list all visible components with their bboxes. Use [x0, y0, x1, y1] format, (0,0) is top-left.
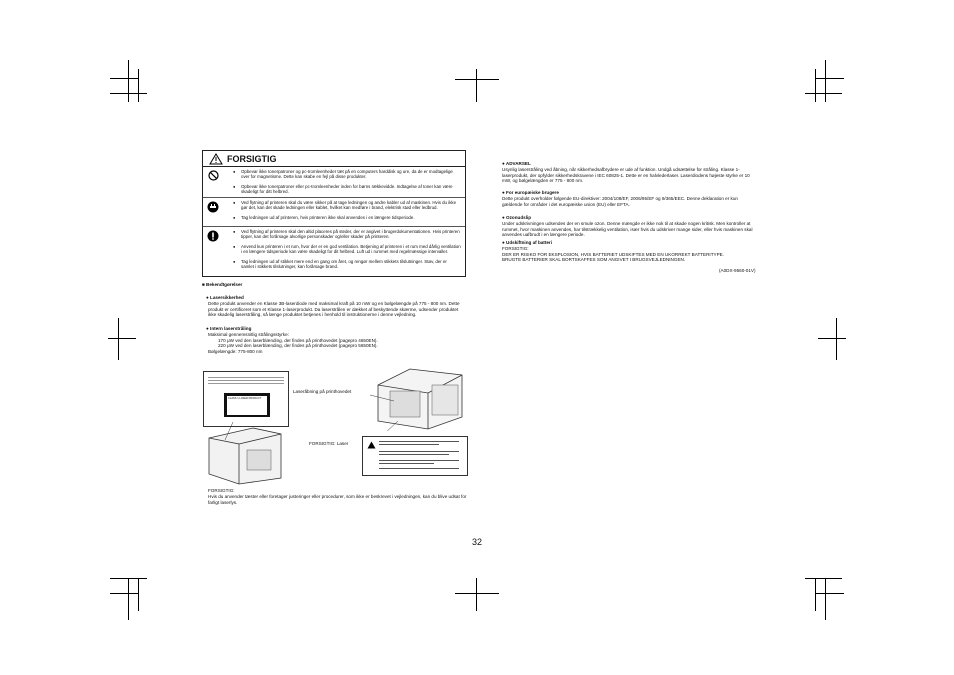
- unplug-icon: [207, 201, 219, 213]
- label-illustration: [203, 371, 289, 427]
- internal-line: Bølgelængde: 775-800 nm: [208, 349, 263, 354]
- caution-title: FORSIGTIG: [227, 153, 277, 164]
- laser-safety-heading: ● Lasersikkerhed: [206, 295, 244, 300]
- caution-header: [203, 151, 465, 167]
- battery-heading: ● Udskiftning af batteri: [502, 240, 552, 245]
- section-heading: ■ Bekendtgørelser: [202, 282, 243, 287]
- laser-sticker: [224, 393, 270, 417]
- ozone-heading: ● Ozonudslip: [502, 215, 532, 220]
- printer-front-illustration: [370, 365, 468, 431]
- caution-label-illustration: [362, 436, 468, 476]
- advarsel-heading: ● ADVARSEL: [502, 161, 531, 166]
- internal-line: 170 μW ved den laserblænding, der findes på printhovedet (pagepro 4650EN).: [218, 338, 378, 343]
- caution-laser-label: FORSIGTIG: Laser: [309, 441, 349, 446]
- battery-line: DER ER RISIKO FOR EKSPLOSION, HVIS BATTERIET UDSKIFTES MED EN UKORREKT BATTERITYPE.: [502, 252, 724, 257]
- caution-item: ● Opbevar ikke tonerpatroner eller pc-tromleenheder inden for børns rækkevidde. Indtagelse af toner kan være skadeligt for ditt helbred.: [233, 184, 461, 195]
- internal-line: Maksimal gennemsnitlig strålingsstyrke:: [208, 332, 289, 337]
- caution-item: ● Tag ledningen ud af stikket mere end en gang om året, og rengør mellem stikkets tilslutninger. Støv, der er samlet i stikkets tilslutninger, kan forårsage brand.: [233, 259, 461, 270]
- caution-label: FORSIGTIG:: [208, 488, 235, 493]
- caution-group-unplug: [203, 198, 465, 227]
- mandatory-icon: [207, 230, 219, 242]
- warning-triangle-icon: [367, 441, 376, 449]
- page-number: 32: [472, 537, 483, 547]
- caution-item: ● Tag ledningen ud af printeren, hvis printeren ikke skal anvendes i en længere tidsperiode.: [233, 215, 461, 220]
- laser-aperture-label: Laseråbning på printhovedet: [293, 389, 352, 394]
- caution-item: ● Anvend kun printeren i et rum, hvor der er en god ventilation. Betjening af printeren i et rum med dårlig ventilation i en længere tidsperiode kan være skadeligt for dit helbred. Luft ud i rummet med regelmæssige intervaller.: [233, 244, 461, 255]
- eu-text: Dette produkt overholder følgende EU-direktiver: 2004/108/EF, 2006/95/EF og 9/365/EEC. Denne deklaration er kun gældende for områder i det europæiske union (EU) eller EFTA.: [502, 196, 738, 207]
- caution-body: Hvis du anvender tæster eller foretager justeringer eller procedurer, som ikke er beskrevet i vejledningen, kan du blive udsat for farligt laserlys.: [208, 494, 467, 505]
- advarsel-text: Usynlig laserstråling ved åbning, når sikkerhedsafbrydere er ude af funktion. Undgå udsættelse for stråling. Klasse 1-laserprodukt, der opfylder sikkerhedskravene i IEC 60825-1. Dette er en halvlederlaser. Laserdiodens højeste styrke er 10 mW, og bølgelængden er 775 - 800 nm.: [502, 167, 750, 184]
- internal-line: 220 μW ved den laserblænding, der findes på printhovedet (pagepro 5650EN).: [218, 343, 378, 348]
- caution-group-mandatory: [203, 227, 465, 277]
- warning-triangle-icon: [209, 153, 223, 165]
- caution-item: ● Ved flytning af printeren skal du være sikker på at tage ledningen og andre kabler ud af maskinen. Hvis du ikke gør det, kan det skade ledningen eller kablet, hvilket kan medføre i brand, elektrisk stød eller ledbrud.: [233, 200, 461, 211]
- prohibited-icon: [208, 170, 219, 181]
- internal-laser-heading: ● Intern laserstråling: [206, 326, 252, 331]
- printer-rear-illustration: [203, 420, 285, 486]
- laser-safety-text: Dette produkt anvender en Klasse 3B-laserdiode med maksimal kraft på 10 mW og en bølgelængde på 775 - 800 nm. Dette produkt er certificeret som et Klasse 1-laserprodukt. Da laserstrålen er dækket af beskyttende skærme, udsender produktet ikke skadelig laserstråling, så længe produktet betjenes i henhold til instruktionerne i denne vejledning.: [208, 301, 460, 318]
- battery-line: FORSIGTIG:: [502, 246, 529, 251]
- caution-group-prohibited: [203, 167, 465, 198]
- battery-line: BRUGTE BATTERIER SKAL BORTSKAFFES SOM ANGIVET I BRUGSVEJLEDNINGEN.: [502, 257, 686, 262]
- eu-heading: ● For europæiske brugere: [502, 190, 559, 195]
- caution-box: [202, 150, 466, 277]
- document-code: (A0DX-9560-01V): [719, 268, 756, 273]
- sticker-text: CLASS 1 LASER PRODUCT: [227, 396, 267, 415]
- caution-item: ● Ved flytning af printeren skal den altid placeres på steder, der er angivet i brugerdokumentationen. Hvis printeren tipper, kan det forårsage alvorlige personskader og/eller skader på printeren.: [233, 229, 461, 240]
- ozone-text: Under udskrivningen udsendes der en smule ozon. Denne mængde er ikke nok til at skade nogen kritisk. Men kontroller at rummet, hvor maskinen anvendes, har tilstrækkelig ventilation, især hvis du udskriver mange sider, eller hvis maskinen skal anvendes uafbrudt i en længere periode.: [502, 221, 753, 238]
- caution-item: ● Opbevar ikke tonerpatroner og pc-tromleenheder tæt på en computers harddisk og ure, da de er modtagelige over for magnetisme. Dette kan skabe en fejl på disse produkter.: [233, 169, 461, 180]
